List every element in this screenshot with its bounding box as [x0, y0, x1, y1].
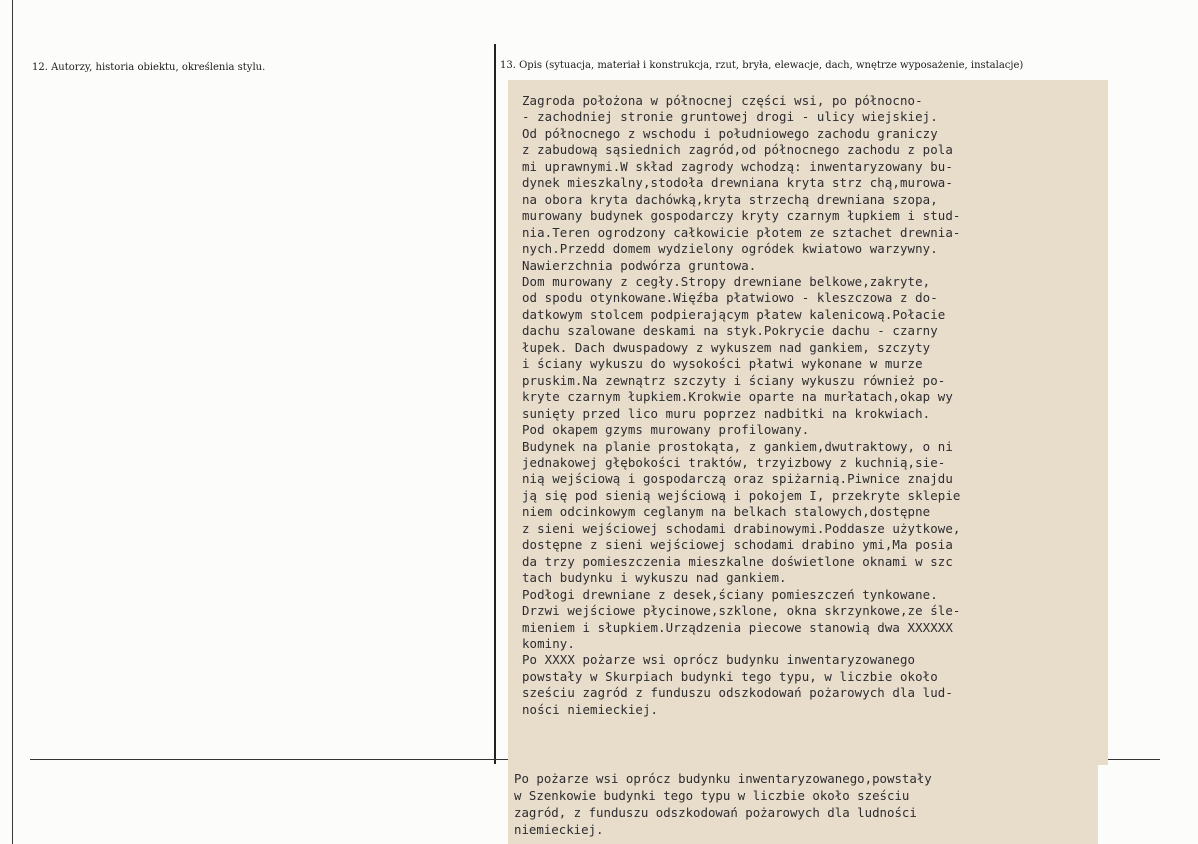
typed-line: niem odcinkowym ceglanym na belkach stalowych,dostępne: [522, 504, 931, 520]
typed-description-slip: [508, 80, 1108, 765]
typed-line: datkowym stolcem podpierającym płatew kalenicową.Połacie: [522, 306, 946, 322]
typed-line: nia.Teren ogrodzony całkowicie płotem ze sztachet drewnia-: [522, 224, 961, 240]
typed-line: Po pożarze wsi oprócz budynku inwentaryzowanego,powstały: [514, 771, 932, 786]
typed-line: da trzy pomieszczenia mieszkalne doświetlone oknami w szc: [522, 553, 953, 569]
field-13-label: 13. Opis (sytuacja, materiał i konstrukcja, rzut, bryła, elewacje, dach, wnętrze wyposażenie, instalacje): [500, 60, 1024, 71]
typed-line: Od północnego z wschodu i południowego zachodu graniczy: [522, 125, 938, 141]
typed-line: murowany budynek gospodarczy kryty czarnym łupkiem i stud-: [522, 208, 961, 224]
left-edge-line: [12, 0, 13, 844]
typed-line: na obora kryta dachówką,kryta strzechą drewniana szopa,: [522, 191, 938, 207]
typed-line: - zachodniej stronie gruntowej drogi - ulicy wiejskiej.: [522, 109, 938, 125]
typed-line: tach budynku i wykuszu nad gankiem.: [522, 570, 787, 586]
typed-line: mieniem i słupkiem.Urządzenia piecowe stanowią dwa XXXXXX: [522, 619, 953, 635]
typed-line: mi uprawnymi.W skład zagrody wchodzą: inwentaryzowany bu-: [522, 158, 953, 174]
typed-line: Pod okapem gzyms murowany profilowany.: [522, 422, 810, 438]
typed-line: sześciu zagród z funduszu odszkodowań pożarowych dla lud-: [522, 685, 953, 701]
typed-line: pruskim.Na zewnątrz szczyty i ściany wykuszu również po-: [522, 372, 946, 388]
typed-line: zagród, z funduszu odszkodowań pożarowych dla ludności: [514, 805, 917, 820]
typed-line: Podłogi drewniane z desek,ściany pomieszczeń tynkowane.: [522, 586, 938, 602]
typed-line: dachu szalowane deskami na styk.Pokrycie dachu - czarny: [522, 323, 938, 339]
typed-continuation-text: [514, 770, 932, 838]
field-divider: [494, 44, 496, 764]
typed-line: ją się pod sienią wejściową i pokojem I, przekryte sklepie: [522, 487, 961, 503]
typed-line: nią wejściową i gospodarczą oraz spiżarnią.Piwnice znajdu: [522, 471, 953, 487]
typed-line: i ściany wykuszu do wysokości płatwi wykonane w murze: [522, 356, 923, 372]
typed-line: Po XXXX pożarze wsi oprócz budynku inwentaryzowanego: [522, 652, 916, 668]
typed-line: ności niemieckiej.: [522, 701, 659, 717]
typed-line: Nawierzchnia podwórza gruntowa.: [522, 257, 757, 273]
typed-line: z zabudową sąsiednich zagród,od północnego zachodu z pola: [522, 142, 953, 158]
typed-line: z sieni wejściowej schodami drabinowymi.Poddasze użytkowe,: [522, 520, 961, 536]
typed-line: jednakowej głębokości traktów, trzyizbowy z kuchnią,sie-: [522, 454, 946, 470]
typed-line: Budynek na planie prostokąta, z gankiem,dwutraktowy, o ni: [522, 438, 953, 454]
typed-line: kryte czarnym łupkiem.Krokwie oparte na murłatach,okap wy: [522, 389, 953, 405]
typed-line: powstały w Skurpiach budynki tego typu, w liczbie około: [522, 668, 938, 684]
typed-line: kominy.: [522, 635, 575, 651]
typed-description-text: [522, 93, 960, 718]
typed-line: dostępne z sieni wejściowej schodami drabino ymi,Ma posia: [522, 537, 953, 553]
typed-line: Zagroda położona w północnej części wsi, po północno-: [522, 93, 923, 108]
typed-line: Drzwi wejściowe płycinowe,szklone, okna skrzynkowe,ze śle-: [522, 603, 961, 619]
typed-line: Dom murowany z cegły.Stropy drewniane belkowe,zakryte,: [522, 273, 931, 289]
typed-line: sunięty przed lico muru poprzez nadbitki na krokwiach.: [522, 405, 931, 421]
typed-line: niemieckiej.: [514, 822, 604, 837]
typed-line: w Szenkowie budynki tego typu w liczbie około sześciu: [514, 788, 910, 803]
typed-line: od spodu otynkowane.Więźba płatwiowo - kleszczowa z do-: [522, 290, 938, 306]
typed-line: nych.Przedd domem wydzielony ogródek kwiatowo warzywny.: [522, 241, 938, 257]
typed-line: dynek mieszkalny,stodoła drewniana kryta strz chą,murowa-: [522, 175, 953, 191]
typed-continuation-slip: [508, 764, 1098, 844]
field-12-label: 12. Autorzy, historia obiektu, określenia stylu.: [32, 62, 266, 73]
typed-line: łupek. Dach dwuspadowy z wykuszem nad gankiem, szczyty: [522, 339, 931, 355]
